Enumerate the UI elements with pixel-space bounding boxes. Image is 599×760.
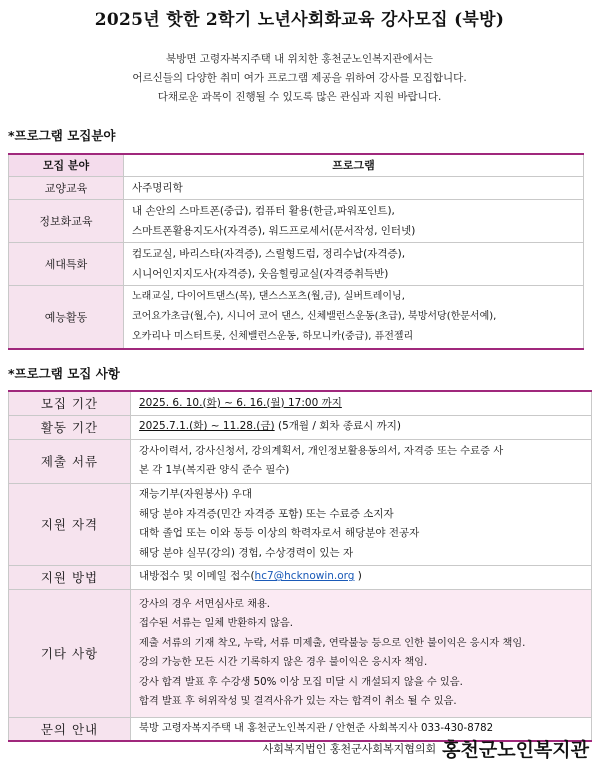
- documents-line: 본 각 1부(복지관 양식 준수 필수): [139, 464, 290, 476]
- qualification-line: 재능기부(자원봉사) 우대: [139, 488, 252, 500]
- field-label: 예능활동: [9, 285, 124, 349]
- program-line: 코어요가초급(월,수), 시니어 코어 댄스, 신체밸런스운동(초급), 북방서당(한문서예),: [132, 310, 497, 322]
- table-row: [9, 589, 592, 717]
- page-title: 2025년 핫한 2학기 노년사회화교육 강사모집 (북방): [94, 10, 505, 30]
- other-line: 접수된 서류는 일체 반환하지 않음.: [139, 618, 293, 629]
- field-programs: [124, 199, 584, 242]
- period-text: 2025. 6. 10.(화) ~ 6. 16.(월) 17:00 까지: [139, 396, 342, 409]
- qualification-line: 해당 분야 실무(강의) 경험, 수상경력이 있는 자: [139, 546, 354, 559]
- program-line: 컴도교실, 바리스타(자격증), 스릴형드럼, 정리수납(자격증),: [132, 247, 406, 260]
- table-row: [9, 439, 592, 483]
- field-label: 정보화교육: [9, 199, 124, 242]
- header-field: 모집 분야: [9, 154, 124, 176]
- program-line: 노래교실, 다이어트댄스(목), 댄스스포츠(월,금), 실버트레이닝,: [132, 290, 405, 302]
- footer: [263, 735, 589, 760]
- other-line: 제출 서류의 기재 착오, 누락, 서류 미제출, 연락불능 등으로 인한 불이익은 응시자 책임.: [139, 637, 526, 649]
- program-line: 시니어인지지도사(자격증), 웃음힐링교실(자격증취득반): [132, 267, 389, 280]
- intro-line: 북방면 고령자복지주택 내 위치한 홍천군노인복지관에서는: [166, 53, 433, 65]
- table-row: [9, 565, 592, 589]
- method-label: 지원 방법: [9, 565, 131, 589]
- qualification-line: 대학 졸업 또는 이와 동등 이상의 학력자로서 해당분야 전공자: [139, 527, 420, 539]
- inquiry-label: 문의 안내: [9, 717, 131, 741]
- field-label: 교양교육: [9, 176, 124, 199]
- header-program: 프로그램: [124, 154, 584, 176]
- table-header-row: [9, 154, 584, 176]
- method-value: [131, 565, 592, 589]
- fields-table: [8, 153, 584, 350]
- program-line: 사주명리학: [132, 181, 183, 194]
- activity-dates: 2025.7.1.(화) ~ 11.28.(금): [139, 420, 275, 433]
- documents-label: 제출 서류: [9, 439, 131, 483]
- other-line: 강사의 경우 서면심사로 채용.: [139, 598, 271, 610]
- documents-value: [131, 439, 592, 483]
- other-label: 기타 사항: [9, 589, 131, 717]
- table-row: [9, 483, 592, 565]
- qualification-line: 해당 분야 자격증(민간 자격증 포함) 또는 수료증 소지자: [139, 507, 394, 520]
- table-row: [9, 242, 584, 285]
- other-line: 강사 합격 발표 후 수강생 50% 이상 모집 미달 시 개설되지 않을 수 있음.: [139, 676, 463, 688]
- period-value: [131, 391, 592, 415]
- footer-brand: 홍천군노인복지관: [442, 739, 589, 760]
- qualification-value: [131, 483, 592, 565]
- activity-label: 활동 기간: [9, 415, 131, 439]
- other-line: 합격 발표 후 허위작성 및 결격사유가 있는 자는 합격이 취소 될 수 있음.: [139, 696, 457, 707]
- intro-text: [0, 50, 599, 107]
- field-programs: [124, 285, 584, 349]
- program-line: 오카리나 미스터트롯, 신체밸런스운동, 하모니카(중급), 퓨전젤리: [132, 330, 414, 342]
- section-title-fields: *프로그램 모집분야: [8, 128, 116, 143]
- activity-note: (5개월 / 회차 종료시 까지): [274, 420, 402, 433]
- email-link[interactable]: hc7@hcknowin.org: [254, 570, 355, 583]
- method-text: 내방접수 및 이메일 접수(: [139, 570, 255, 583]
- table-row: [9, 199, 584, 242]
- documents-line: 강사이력서, 강사신청서, 강의계획서, 개인정보활용동의서, 자격증 또는 수료증 사: [139, 444, 504, 457]
- field-programs: [124, 176, 584, 199]
- footer-org: 사회복지법인 홍천군사회복지협의회: [262, 742, 437, 756]
- method-close: ): [354, 570, 362, 583]
- details-table: [8, 390, 592, 742]
- field-programs: [124, 242, 584, 285]
- section-title-details: *프로그램 모집 사항: [8, 366, 120, 381]
- table-row: [9, 285, 584, 349]
- field-label: 세대특화: [9, 242, 124, 285]
- table-row: [9, 415, 592, 439]
- program-line: 스마트폰활용지도사(자격증), 워드프로세서(문서작성, 인터넷): [132, 224, 416, 237]
- activity-value: [131, 415, 592, 439]
- program-line: 내 손안의 스마트폰(중급), 컴퓨터 활용(한글,파워포인트),: [132, 204, 395, 217]
- table-row: [9, 176, 584, 199]
- intro-line: 다채로운 과목이 진행될 수 있도록 많은 관심과 지원 바랍니다.: [157, 91, 442, 103]
- inquiry-value: 북방 고령자복지주택 내 홍천군노인복지관 / 안현준 사회복지사 033-430-8782: [131, 717, 592, 741]
- qualification-label: 지원 자격: [9, 483, 131, 565]
- intro-line: 어르신들의 다양한 취미 여가 프로그램 제공을 위하여 강사를 모집합니다.: [132, 72, 467, 84]
- other-line: 강의 가능한 모든 시간 기록하지 않은 경우 불이익은 응시자 책임.: [139, 657, 428, 668]
- table-row: [9, 391, 592, 415]
- other-value: [131, 589, 592, 717]
- period-label: 모집 기간: [9, 391, 131, 415]
